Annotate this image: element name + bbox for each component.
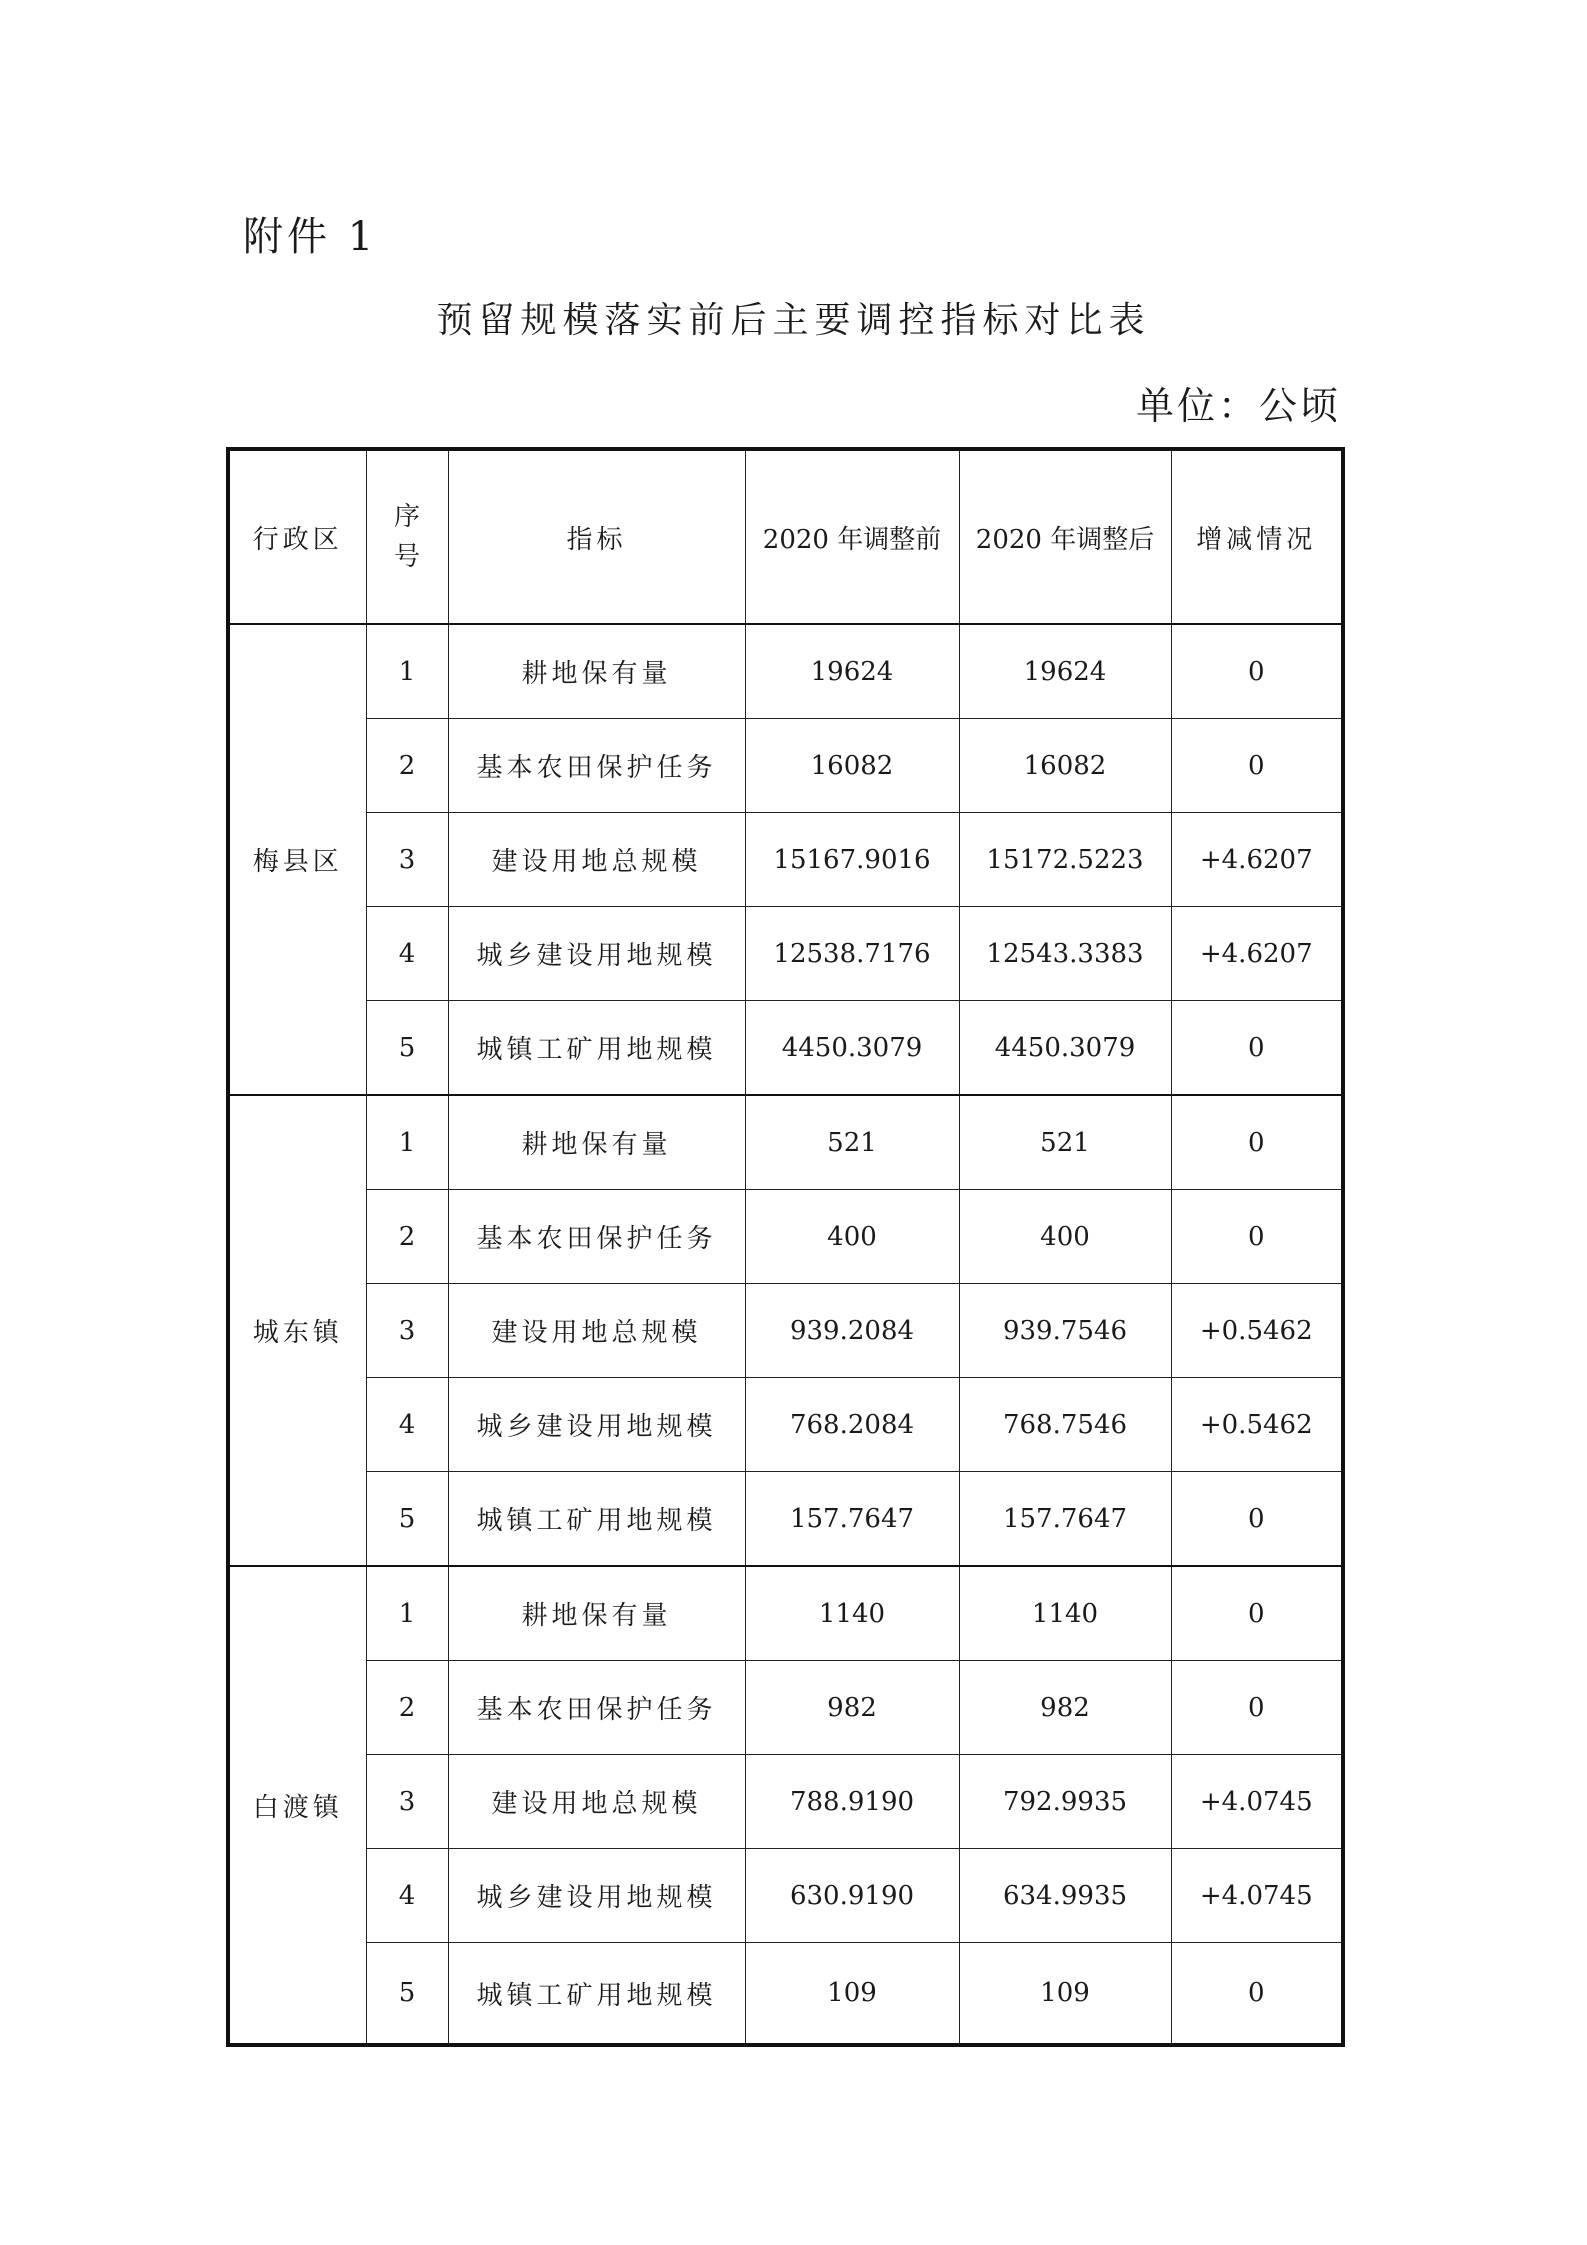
header-seq-line1: 序 xyxy=(393,502,420,532)
change-cell: +4.6207 xyxy=(1171,813,1343,907)
before-cell: 630.9190 xyxy=(745,1849,959,1943)
change-cell: 0 xyxy=(1171,1190,1343,1284)
before-cell: 16082 xyxy=(745,719,959,813)
table-row xyxy=(228,1001,1343,1096)
seq-cell: 5 xyxy=(366,1001,448,1096)
document-title: 预留规模落实前后主要调控指标对比表 xyxy=(436,300,1151,341)
table-row xyxy=(228,1284,1343,1378)
change-cell: 0 xyxy=(1171,1472,1343,1567)
change-cell: +0.5462 xyxy=(1171,1378,1343,1472)
seq-cell: 2 xyxy=(366,719,448,813)
seq-cell: 3 xyxy=(366,1284,448,1378)
before-cell: 15167.9016 xyxy=(745,813,959,907)
change-cell: 0 xyxy=(1171,1095,1343,1190)
table-row xyxy=(228,1472,1343,1567)
indicator-cell: 耕地保有量 xyxy=(448,1095,745,1190)
before-cell: 4450.3079 xyxy=(745,1001,959,1096)
region-cell: 城东镇 xyxy=(228,1095,366,1566)
indicator-cell: 城乡建设用地规模 xyxy=(448,1849,745,1943)
indicator-cell: 城乡建设用地规模 xyxy=(448,1378,745,1472)
table-row xyxy=(228,1190,1343,1284)
header-region: 行政区 xyxy=(228,449,366,624)
header-change: 增减情况 xyxy=(1171,449,1343,624)
before-cell: 1140 xyxy=(745,1566,959,1661)
after-cell: 400 xyxy=(959,1190,1171,1284)
table-row xyxy=(228,1755,1343,1849)
seq-cell: 1 xyxy=(366,1566,448,1661)
before-cell: 939.2084 xyxy=(745,1284,959,1378)
after-cell: 19624 xyxy=(959,624,1171,719)
indicator-cell: 基本农田保护任务 xyxy=(448,1661,745,1755)
after-cell: 4450.3079 xyxy=(959,1001,1171,1096)
before-cell: 157.7647 xyxy=(745,1472,959,1567)
header-seq xyxy=(366,449,448,624)
change-cell: 0 xyxy=(1171,1001,1343,1096)
table-row xyxy=(228,1378,1343,1472)
header-indicator: 指标 xyxy=(448,449,745,624)
region-cell: 白渡镇 xyxy=(228,1566,366,2045)
after-cell: 982 xyxy=(959,1661,1171,1755)
seq-cell: 3 xyxy=(366,813,448,907)
indicator-cell: 建设用地总规模 xyxy=(448,1755,745,1849)
table-row xyxy=(228,1849,1343,1943)
after-cell: 768.7546 xyxy=(959,1378,1171,1472)
seq-cell: 5 xyxy=(366,1472,448,1567)
change-cell: 0 xyxy=(1171,624,1343,719)
after-cell: 634.9935 xyxy=(959,1849,1171,1943)
attachment-label: 附件 1 xyxy=(243,214,378,260)
indicator-cell: 耕地保有量 xyxy=(448,1566,745,1661)
table-row xyxy=(228,1661,1343,1755)
after-cell: 16082 xyxy=(959,719,1171,813)
region-cell: 梅县区 xyxy=(228,624,366,1095)
seq-cell: 4 xyxy=(366,1378,448,1472)
header-seq-line2: 号 xyxy=(393,542,420,572)
after-cell: 521 xyxy=(959,1095,1171,1190)
before-cell: 521 xyxy=(745,1095,959,1190)
change-cell: +4.0745 xyxy=(1171,1755,1343,1849)
header-before: 2020 年调整前 xyxy=(745,449,959,624)
seq-cell: 1 xyxy=(366,1095,448,1190)
after-cell: 109 xyxy=(959,1943,1171,2046)
table-row xyxy=(228,1095,1343,1190)
change-cell: +0.5462 xyxy=(1171,1284,1343,1378)
indicator-cell: 城镇工矿用地规模 xyxy=(448,1472,745,1567)
seq-cell: 2 xyxy=(366,1661,448,1755)
after-cell: 157.7647 xyxy=(959,1472,1171,1567)
comparison-table xyxy=(226,447,1345,2047)
after-cell: 12543.3383 xyxy=(959,907,1171,1001)
indicator-cell: 基本农田保护任务 xyxy=(448,1190,745,1284)
change-cell: 0 xyxy=(1171,1943,1343,2046)
header-after: 2020 年调整后 xyxy=(959,449,1171,624)
seq-cell: 4 xyxy=(366,907,448,1001)
before-cell: 768.2084 xyxy=(745,1378,959,1472)
after-cell: 1140 xyxy=(959,1566,1171,1661)
before-cell: 400 xyxy=(745,1190,959,1284)
before-cell: 19624 xyxy=(745,624,959,719)
indicator-cell: 基本农田保护任务 xyxy=(448,719,745,813)
seq-cell: 4 xyxy=(366,1849,448,1943)
seq-cell: 3 xyxy=(366,1755,448,1849)
after-cell: 792.9935 xyxy=(959,1755,1171,1849)
seq-cell: 5 xyxy=(366,1943,448,2046)
table-row xyxy=(228,1566,1343,1661)
unit-label: 单位：公顷 xyxy=(1135,384,1341,428)
table-header-row xyxy=(228,449,1343,624)
indicator-cell: 耕地保有量 xyxy=(448,624,745,719)
after-cell: 15172.5223 xyxy=(959,813,1171,907)
before-cell: 109 xyxy=(745,1943,959,2046)
indicator-cell: 城镇工矿用地规模 xyxy=(448,1001,745,1096)
change-cell: +4.0745 xyxy=(1171,1849,1343,1943)
seq-cell: 2 xyxy=(366,1190,448,1284)
change-cell: 0 xyxy=(1171,1566,1343,1661)
change-cell: 0 xyxy=(1171,1661,1343,1755)
indicator-cell: 建设用地总规模 xyxy=(448,1284,745,1378)
table-row xyxy=(228,624,1343,719)
before-cell: 982 xyxy=(745,1661,959,1755)
seq-cell: 1 xyxy=(366,624,448,719)
change-cell: +4.6207 xyxy=(1171,907,1343,1001)
table-row xyxy=(228,1943,1343,2046)
table-row xyxy=(228,813,1343,907)
before-cell: 788.9190 xyxy=(745,1755,959,1849)
table-row xyxy=(228,719,1343,813)
table-row xyxy=(228,907,1343,1001)
indicator-cell: 城镇工矿用地规模 xyxy=(448,1943,745,2046)
before-cell: 12538.7176 xyxy=(745,907,959,1001)
after-cell: 939.7546 xyxy=(959,1284,1171,1378)
change-cell: 0 xyxy=(1171,719,1343,813)
indicator-cell: 建设用地总规模 xyxy=(448,813,745,907)
indicator-cell: 城乡建设用地规模 xyxy=(448,907,745,1001)
